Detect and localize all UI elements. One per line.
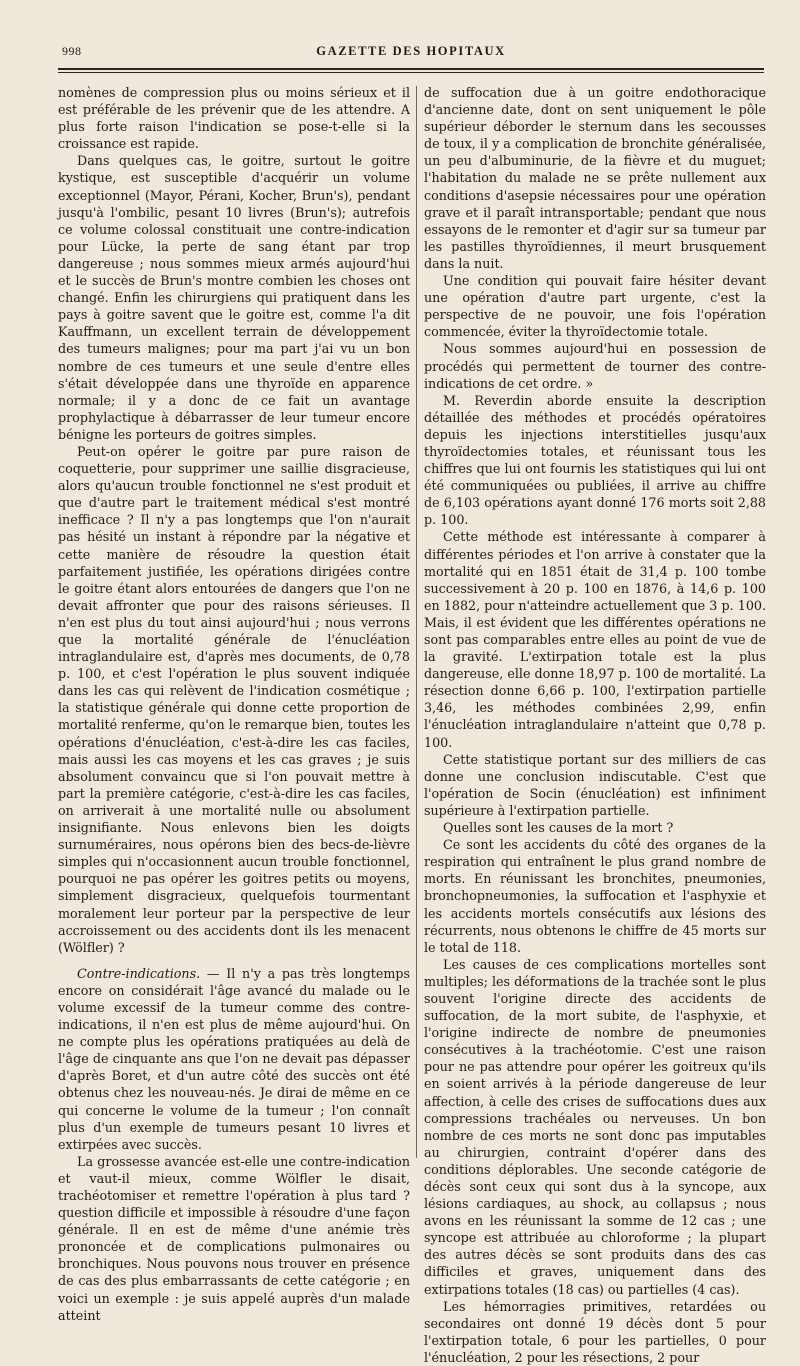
paragraph: M. Reverdin aborde ensuite la description détaillée des méthodes et procédés opératoires depuis les injections interstitielles jusqu'aux thyroïdectomies totales, et réunissant tous les chiffres que lui ont fournis les statistiques qui lui ont été communiquées ou publiées, il arrive au chiffre de 6,103 opérations ayant donné 176 morts soit 2,88 p. 100. xyxy=(424,392,766,528)
contra-indications-paragraph xyxy=(58,965,410,1153)
header-rule-thin xyxy=(58,72,764,73)
column-divider xyxy=(416,86,417,1158)
paragraph: Les causes de ces complications mortelles sont multiples; les déformations de la trachée sont le plus souvent l'origine directe des accidents de suffocation, de la mort subite, de l'asphyxie, et l'origine indirecte de nombre de pneumonies consécutives à la trachéotomie. C'est une raison pour ne pas attendre pour opérer les goitreux qu'ils en soient arrivés à la période dangereuse de leur affection, à celle des crises de suffocations dues aux compressions trachéales ou nerveuses. Un bon nombre de ces morts ne sont donc pas imputables au chirurgien, contraint d'opérer dans des conditions déplorables. Une seconde catégorie de décès sont ceux qui sont dus à la syncope, aux lésions cardiaques, au shock, au collapsus ; nous avons en les réunissant la somme de 12 cas ; une syncope est attribuée au chloroforme ; la plupart des autres décès se sont produits dans des cas difficiles et graves, uniquement dans des extirpations totales (18 cas) ou partielles (4 cas). xyxy=(424,956,766,1297)
paragraph: Quelles sont les causes de la mort ? xyxy=(443,820,674,836)
paragraph: Peut-on opérer le goitre par pure raison de coquetterie, pour supprimer une saillie disgracieuse, alors qu'aucun trouble fonctionnel ne s'est produit et que d'autre part le traitement médical s'est montré inefficace ? Il n'y a pas longtemps que l'on n'aurait pas hésité un instant à répondre par la négative et cette manière de résoudre la question était parfaitement justifiée, les opérations dirigées contre le goitre étant alors entourées de dangers que l'on ne devait affronter que pour des raisons sérieuses. Il n'en est plus du tout ainsi aujourd'hui ; nous verrons que la mortalité générale de l'énucléation intraglandulaire est, d'après mes documents, de 0,78 p. 100, et c'est l'opération le plus souvent indiquée dans les cas qui relèvent de l'indication cosmétique ; la statistique générale qui donne cette proportion de mortalité renferme, qu'on le remarque bien, toutes les opérations d'énucléation, c'est-à-dire les cas faciles, mais aussi les cas moyens et les cas graves ; je suis absolument convaincu que si l'on pouvait mettre à part la première catégorie, c'est-à-dire les cas faciles, on arriverait à une mortalité nulle ou absolument insignifiante. Nous enlevons bien les doigts surnuméraires, nous opérons bien des becs-de-lièvre simples qui n'occasionnent aucun trouble fonctionnel, pourquoi ne pas opérer les goitres petits ou moyens, simplement disgracieux, quelquefois tourmentant moralement leur porteur par la perspective de leur accroissement ou des accidents dont ils les menacent (Wölfler) ? xyxy=(58,443,410,955)
paragraph: Cette statistique portant sur des milliers de cas donne une conclusion indiscutable. C'est que l'opération de Socin (énucléation) est infiniment supérieure à l'extirpation partielle. xyxy=(424,751,766,818)
header-rule-thick xyxy=(58,68,764,70)
paragraph: Une condition qui pouvait faire hésiter devant une opération d'autre part urgente, c'est la perspective de ne pouvoir, une fois l'opération commencée, éviter la thyroïdectomie totale. xyxy=(424,273,766,340)
paragraph: Dans quelques cas, le goitre, surtout le goitre kystique, est susceptible d'acquérir un volume exceptionnel (Mayor, Pérani, Kocher, Brun's), pendant jusqu'à l'ombilic, pesant 10 livres (Brun's); autrefois ce volume colossal constituait une contre-indication pour Lücke, la perte de sang étant par trop dangereuse ; nous sommes mieux armés aujourd'hui et le succès de Brun's montre combien les choses ont changé. Enfin les chirurgiens qui pratiquent dans les pays à goitre savent que le goitre est, comme l'a dit Kauffmann, un excellent terrain de développement des tumeurs malignes; pour ma part j'ai vu un bon nombre de ces tumeurs et une seule d'entre elles s'était développée dans une thyroïde en apparence normale; il y a donc de ce fait un avantage prophylactique à débarrasser de leur tumeur encore bénigne les porteurs de goitres simples. xyxy=(58,153,410,442)
page-number: 998 xyxy=(62,44,82,58)
paragraph: Cette méthode est intéressante à comparer à différentes périodes et l'on arrive à constater que la mortalité qui en 1851 était de 31,4 p. 100 tombe successivement à 20 p. 100 en 1876, à 14,6 p. 100 en 1882, pour n'atteindre actuellement que 3 p. 100. Mais, il est évident que les différentes opérations ne sont pas comparables entre elles au point de vue de la gravité. L'extirpation totale est la plus dangereuse, elle donne 18,97 p. 100 de mortalité. La résection donne 6,66 p. 100, l'extirpation partielle 3,46, les méthodes combinées 2,99, enfin l'énucléation intraglandulaire n'atteint que 0,78 p. 100. xyxy=(424,529,766,750)
paragraph: de suffocation due à un goitre endothoracique d'ancienne date, dont on sent uniquement le pôle supérieur déborder le sternum dans les secousses de toux, il y a complication de bronchite généralisée, un peu d'albuminurie, de la fièvre et du muguet; l'habitation du malade ne se prête nullement aux conditions d'asepsie nécessaires pour une opération grave et il paraît intransportable; pendant que nous essayons de le remonter et d'agir sur sa tumeur par les pastilles thyroïdiennes, il meurt brusquement dans la nuit. xyxy=(424,85,766,271)
paragraph: Ce sont les accidents du côté des organes de la respiration qui entraînent le plus grand nombre de morts. En réunissant les bronchites, pneumonies, bronchopneumonies, la suffocation et l'asphyxie et les accidents mortels consécutifs aux lésions des récurrents, nous obtenons le chiffre de 45 morts sur le total de 118. xyxy=(424,837,766,955)
right-column xyxy=(424,84,766,1365)
left-column xyxy=(58,84,410,1323)
paragraph: nomènes de compression plus ou moins sérieux et il est préférable de les prévenir que de les attendre. A plus forte raison l'indication se pose-t-elle si la croissance est rapide. xyxy=(58,85,410,152)
page-header xyxy=(58,44,764,64)
paragraph: La grossesse avancée est-elle une contre-indication et vaut-il mieux, comme Wölfler le disait, trachéotomiser et remettre l'opération à plus tard ? question difficile et impossible à résoudre d'une façon générale. Il en est de même d'une anémie très prononcée et de complications pulmonaires ou bronchiques. Nous pouvons nous trouver en présence de cas des plus embarrassants de cette catégorie ; en voici un exemple : je suis appelé auprès d'un malade atteint xyxy=(58,1153,410,1323)
section-subheading: Contre-indications. xyxy=(77,965,201,981)
paragraph: Les hémorragies primitives, retardées ou secondaires ont donné 19 décès dont 5 pour l'extirpation totale, 6 pour les partielles, 0 pour l'énucléation, 2 pour les résections, 2 pour xyxy=(424,1298,766,1365)
running-title: GAZETTE DES HOPITAUX xyxy=(316,44,506,58)
paragraph-text: — Il n'y a pas très longtemps encore on considérait l'âge avancé du malade ou le volume excessif de la tumeur comme des contre-indications, il n'en est plus de même aujourd'hui. On ne compte plus les opérations pratiquées au delà de l'âge de cinquante ans que l'on ne devait pas dépasser d'après Boret, et d'un autre côté des succès ont été obtenus chez les nouveau-nés. Je dirai de même en ce qui concerne le volume de la tumeur ; l'on connaît plus d'un exemple de tumeurs pesant 10 livres et extirpées avec succès. xyxy=(58,965,410,1152)
paragraph: Nous sommes aujourd'hui en possession de procédés qui permettent de tourner des contre-indications de cet ordre. » xyxy=(424,341,766,391)
